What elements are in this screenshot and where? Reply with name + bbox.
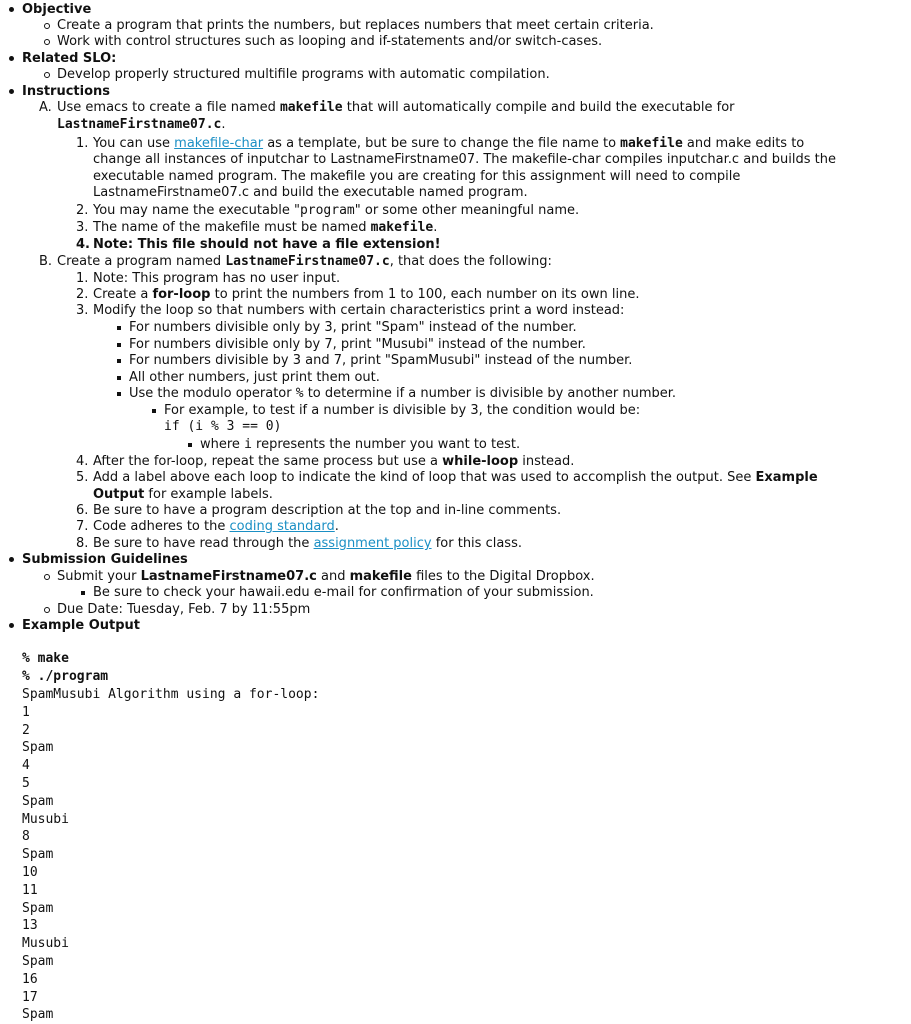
text: . bbox=[334, 519, 339, 534]
rule-spam: For numbers divisible only by 3, print "Spam" instead of the number. bbox=[129, 320, 577, 335]
step-number: 7. bbox=[76, 519, 89, 534]
step-b5 bbox=[93, 470, 818, 486]
output-line: 1 bbox=[22, 704, 30, 720]
step-number: 1. bbox=[76, 136, 89, 151]
step-number: 3. bbox=[76, 220, 89, 235]
text: to determine if a number is divisible by another number. bbox=[303, 386, 677, 401]
text: You may name the executable " bbox=[93, 203, 300, 218]
step-number: 2. bbox=[76, 203, 89, 218]
bullet-circle bbox=[44, 39, 50, 45]
bullet-square bbox=[117, 359, 121, 363]
step-b3: Modify the loop so that numbers with certain characteristics print a word instead: bbox=[93, 303, 625, 318]
text: Add a label above each loop to indicate the kind of loop that was used to accomplish the output. See bbox=[93, 470, 756, 485]
text: The name of the makefile must be named bbox=[93, 220, 371, 235]
related-slo-item: Develop properly structured multifile programs with automatic compilation. bbox=[57, 67, 550, 82]
code-makefile: makefile bbox=[620, 136, 683, 151]
step-a1-l4: LastnameFirstname07.c and build the executable named program. bbox=[93, 185, 528, 200]
output-cmd-program: % ./program bbox=[22, 669, 109, 684]
code-makefile: makefile bbox=[370, 220, 434, 235]
step-a1 bbox=[93, 136, 804, 152]
text: You can use bbox=[93, 136, 175, 151]
text: for this class. bbox=[431, 536, 522, 551]
code-condition: if (i % 3 == 0) bbox=[164, 419, 282, 434]
step-number: 4. bbox=[76, 454, 89, 469]
text: that will automatically compile and build the executable for bbox=[342, 100, 735, 115]
coding-standard-link[interactable]: coding standard bbox=[229, 519, 335, 534]
bold-text: Output bbox=[93, 487, 145, 502]
output-line: Spam bbox=[22, 847, 54, 863]
step-b6: Be sure to have a program description at the top and in-line comments. bbox=[93, 503, 562, 518]
bullet-square bbox=[188, 443, 192, 447]
submission-heading: Submission Guidelines bbox=[22, 552, 188, 567]
instruction-b-marker: B. bbox=[39, 254, 53, 269]
text: Use emacs to create a file named bbox=[57, 100, 280, 115]
output-line: 2 bbox=[22, 722, 30, 738]
code-i: i bbox=[244, 437, 252, 452]
step-b1: Note: This program has no user input. bbox=[93, 271, 341, 286]
assignment-policy-link[interactable]: assignment policy bbox=[313, 536, 432, 551]
step-a2 bbox=[93, 203, 579, 219]
step-a3 bbox=[93, 220, 437, 236]
text: Be sure to have read through the bbox=[93, 536, 314, 551]
bold-text: for-loop bbox=[152, 287, 211, 302]
output-line: 10 bbox=[22, 865, 38, 880]
step-b5-l2 bbox=[93, 487, 273, 503]
bold-text: while-loop bbox=[442, 454, 519, 469]
text: as a template, but be sure to change the file name to bbox=[263, 136, 621, 151]
modulo-example: For example, to test if a number is divisible by 3, the condition would be: bbox=[164, 403, 641, 418]
output-line: 11 bbox=[22, 882, 38, 898]
code-makefile: makefile bbox=[279, 100, 343, 115]
output-line: 17 bbox=[22, 989, 38, 1005]
step-number: 8. bbox=[76, 536, 89, 551]
text: Create a program named bbox=[57, 254, 226, 269]
step-b8 bbox=[93, 536, 522, 552]
step-a1-l3: executable named program. The makefile you are creating for this assignment will need to compile bbox=[93, 169, 741, 184]
step-number: 5. bbox=[76, 470, 89, 485]
text: for example labels. bbox=[144, 487, 273, 502]
output-line: 16 bbox=[22, 971, 38, 987]
output-line: 8 bbox=[22, 829, 30, 845]
bold-text: LastnameFirstname07.c bbox=[140, 569, 317, 584]
output-line: Musubi bbox=[22, 811, 69, 827]
bold-text: Example bbox=[755, 470, 818, 485]
output-line: Spam bbox=[22, 954, 54, 969]
code-filename: LastnameFirstname07.c bbox=[57, 117, 222, 132]
text: files to the Digital Dropbox. bbox=[411, 569, 595, 584]
rule-musubi: For numbers divisible only by 7, print "Musubi" instead of the number. bbox=[129, 337, 586, 352]
instruction-a-marker: A. bbox=[39, 100, 52, 115]
bullet-disc bbox=[9, 623, 14, 628]
text: Use the modulo operator bbox=[129, 386, 296, 401]
step-b2 bbox=[93, 287, 639, 303]
code-modulo: % bbox=[295, 386, 304, 401]
bullet-circle bbox=[44, 72, 50, 78]
step-number: 3. bbox=[76, 303, 89, 318]
text: Create a bbox=[93, 287, 153, 302]
text: , that does the following: bbox=[389, 254, 552, 269]
output-line: Spam bbox=[22, 793, 54, 809]
related-slo-heading: Related SLO: bbox=[22, 51, 117, 66]
output-line: Spam bbox=[22, 1007, 54, 1023]
text: Submit your bbox=[57, 569, 141, 584]
bullet-square bbox=[152, 409, 156, 413]
text: and bbox=[316, 569, 350, 584]
output-line: 4 bbox=[22, 758, 30, 774]
objective-item-1: Create a program that prints the numbers, but replaces numbers that meet certain criteria. bbox=[57, 18, 654, 33]
bullet-square bbox=[117, 343, 121, 347]
text: represents the number you want to test. bbox=[251, 437, 521, 452]
makefile-char-link[interactable]: makefile-char bbox=[174, 136, 264, 151]
text: and make edits to bbox=[682, 136, 805, 151]
text: . bbox=[221, 117, 226, 132]
bullet-circle bbox=[44, 607, 50, 613]
objective-heading: Objective bbox=[22, 2, 92, 17]
bullet-circle bbox=[44, 574, 50, 580]
rule-spammusubi: For numbers divisible by 3 and 7, print "SpamMusubi" instead of the number. bbox=[129, 353, 633, 368]
bullet-disc bbox=[9, 557, 14, 562]
instruction-a bbox=[57, 100, 735, 116]
bullet-square bbox=[117, 392, 121, 396]
step-a1-l2: change all instances of inputchar to LastnameFirstname07. The makefile-char compiles inputchar.c and builds the bbox=[93, 152, 836, 167]
instruction-b bbox=[57, 254, 552, 270]
objective-item-2: Work with control structures such as looping and if-statements and/or switch-cases. bbox=[57, 34, 603, 49]
output-line: Spam bbox=[22, 900, 54, 916]
example-output-heading: Example Output bbox=[22, 618, 140, 633]
due-date: Due Date: Tuesday, Feb. 7 by 11:55pm bbox=[57, 602, 311, 617]
bullet-disc bbox=[9, 56, 14, 61]
step-number: 2. bbox=[76, 287, 89, 302]
rule-modulo bbox=[129, 386, 676, 402]
bullet-disc bbox=[9, 89, 14, 94]
output-cmd-make: % make bbox=[22, 651, 69, 666]
step-b7 bbox=[93, 519, 339, 535]
output-line: Spam bbox=[22, 740, 54, 756]
instructions-heading: Instructions bbox=[22, 84, 111, 99]
step-number: 6. bbox=[76, 503, 89, 518]
output-line: Musubi bbox=[22, 936, 69, 952]
text: . bbox=[433, 220, 438, 235]
step-b4 bbox=[93, 454, 574, 470]
code-filename: LastnameFirstname07.c bbox=[225, 254, 390, 269]
text: After the for-loop, repeat the same process but use a bbox=[93, 454, 443, 469]
bullet-circle bbox=[44, 23, 50, 29]
text: Code adheres to the bbox=[93, 519, 230, 534]
instruction-a-cont bbox=[57, 117, 226, 133]
output-line: 5 bbox=[22, 776, 30, 791]
modulo-where bbox=[200, 437, 520, 453]
text: to print the numbers from 1 to 100, each number on its own line. bbox=[210, 287, 640, 302]
rule-other: All other numbers, just print them out. bbox=[129, 370, 380, 385]
step-number: 1. bbox=[76, 271, 89, 286]
bullet-square bbox=[117, 376, 121, 380]
submission-subitem: Be sure to check your hawaii.edu e-mail for confirmation of your submission. bbox=[93, 585, 594, 600]
step-a4: Note: This file should not have a file extension! bbox=[93, 237, 441, 252]
bold-text: makefile bbox=[349, 569, 412, 584]
code-program: program bbox=[299, 203, 355, 218]
step-number: 4. bbox=[76, 237, 90, 252]
text: where bbox=[200, 437, 245, 452]
text: " or some other meaningful name. bbox=[354, 203, 580, 218]
text: instead. bbox=[518, 454, 575, 469]
output-label: SpamMusubi Algorithm using a for-loop: bbox=[22, 687, 320, 702]
bullet-square bbox=[117, 326, 121, 330]
bullet-square bbox=[81, 591, 85, 595]
submission-item-1 bbox=[57, 569, 595, 585]
output-line: 13 bbox=[22, 918, 38, 934]
bullet-disc bbox=[9, 7, 14, 12]
